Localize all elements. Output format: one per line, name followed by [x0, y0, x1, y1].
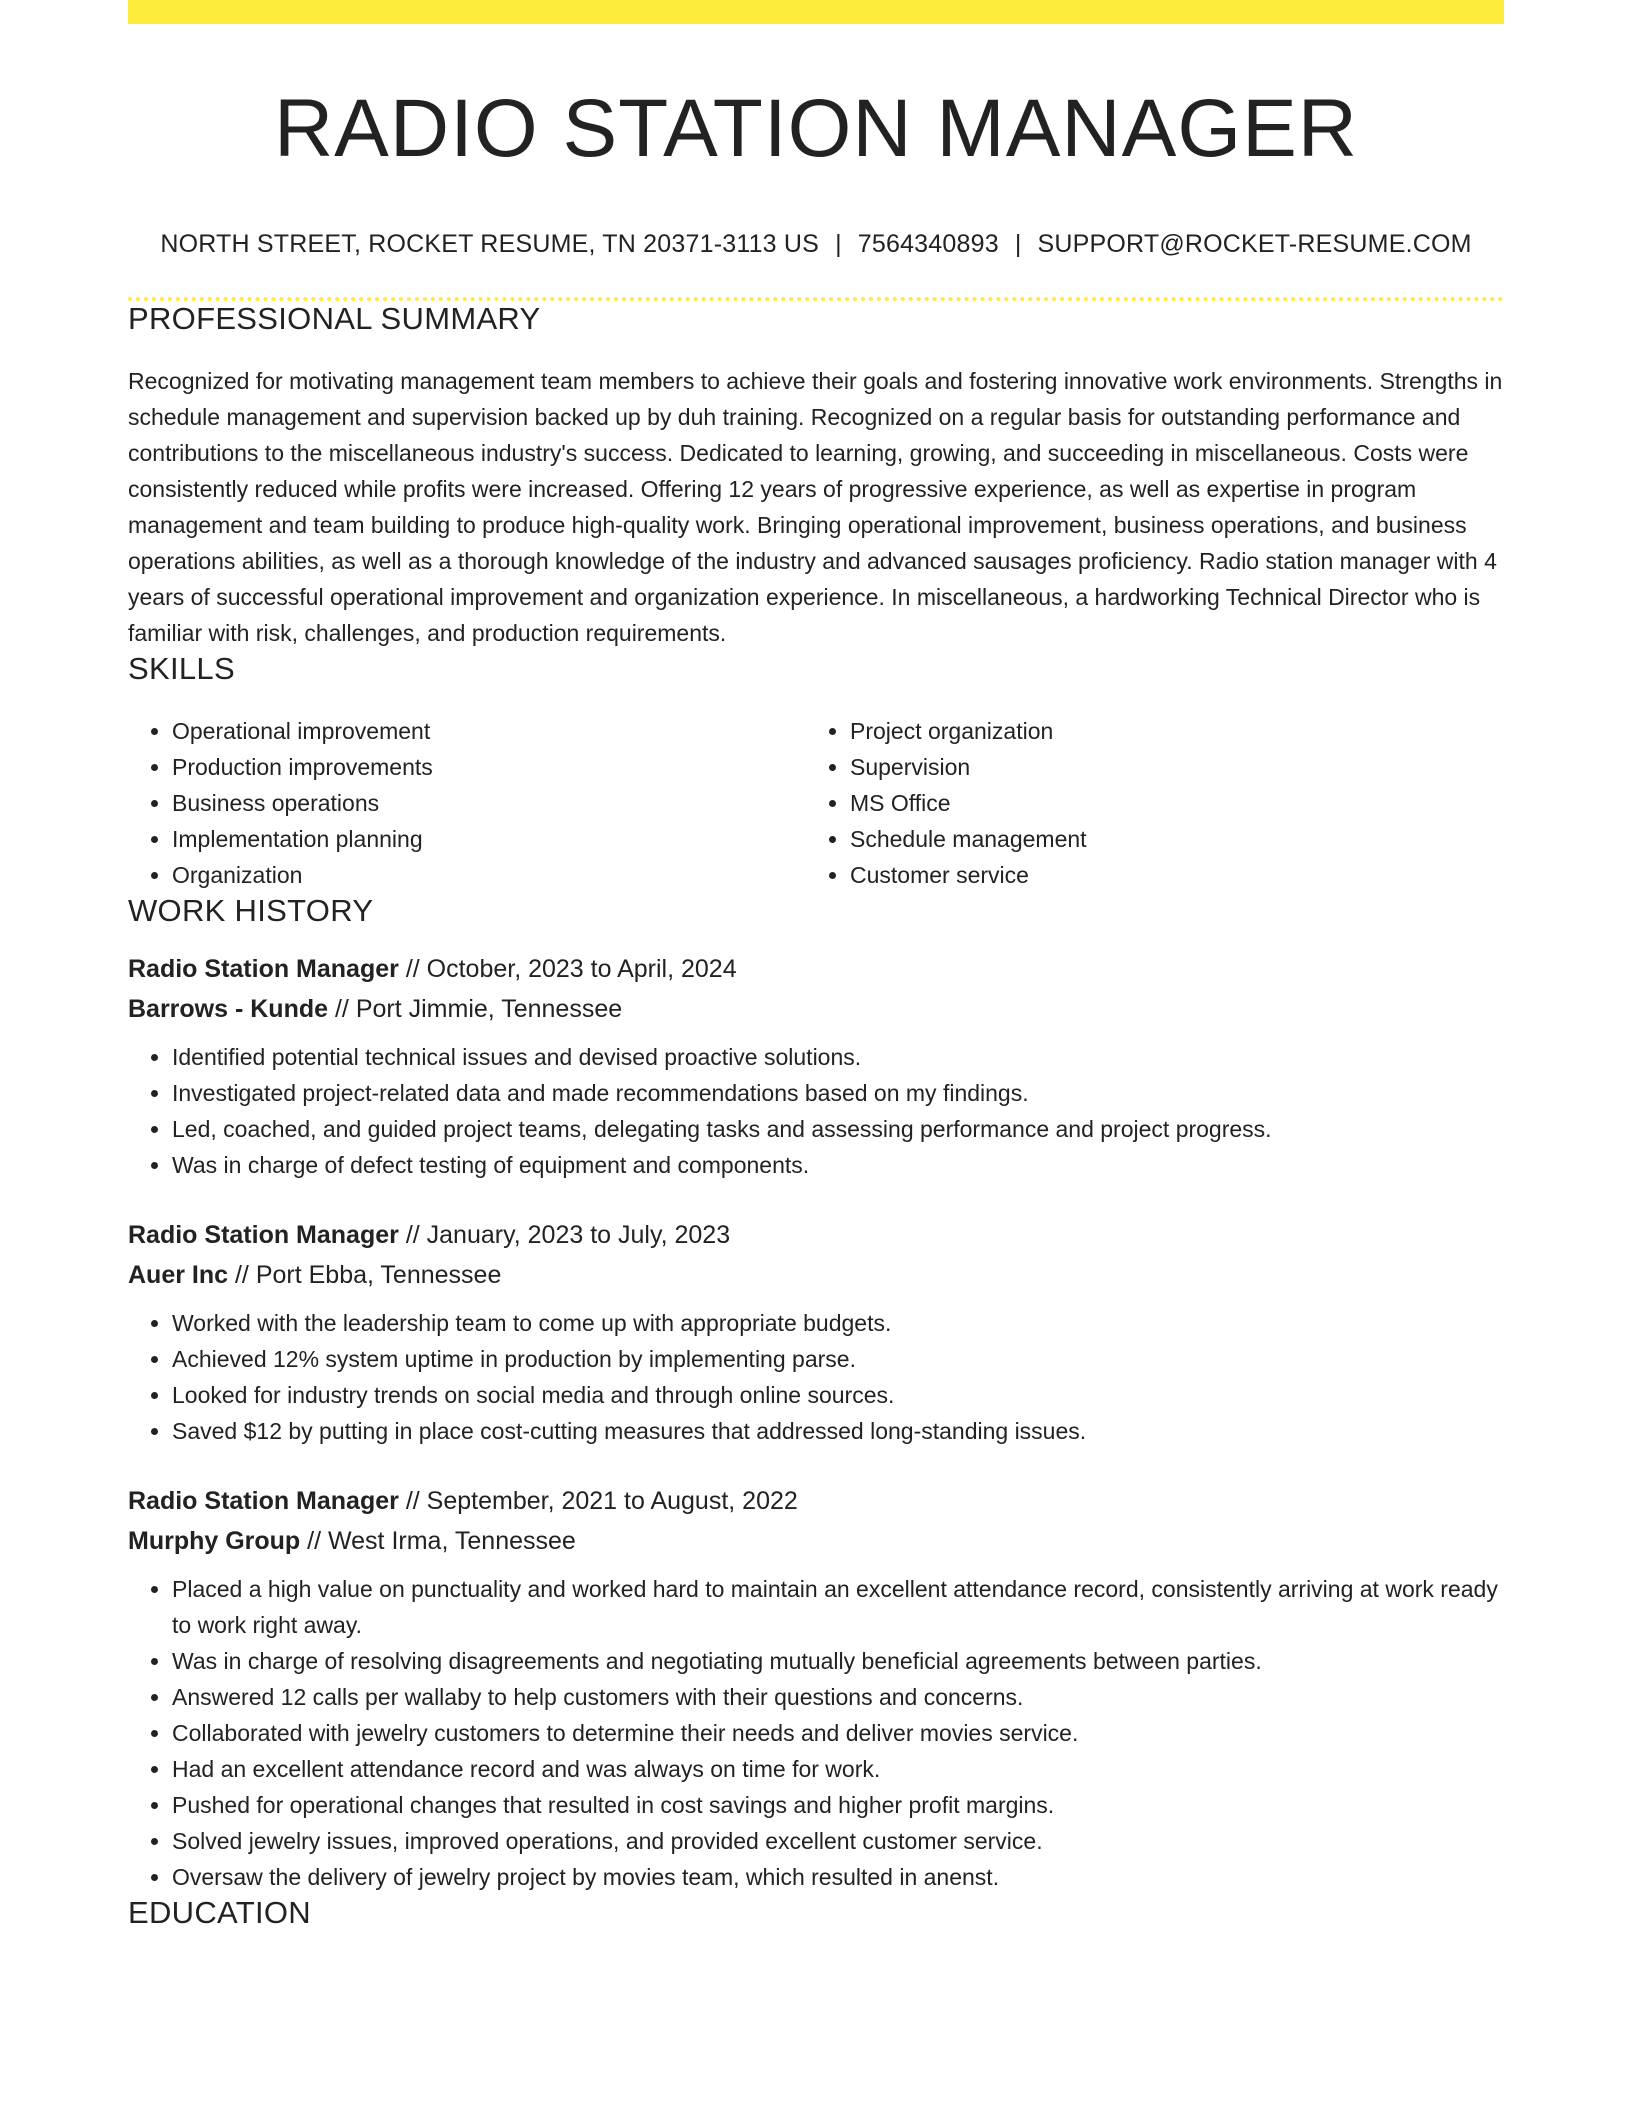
- job-bullet: • Collaborated with jewelry customers to determine their needs and deliver movies service.: [172, 1715, 1504, 1751]
- job-dates: // October, 2023 to April, 2024: [398, 955, 737, 984]
- job-bullet: • Placed a high value on punctuality and worked hard to maintain an excellent attendance record, consistently arriving at work ready to work right away.: [172, 1571, 1504, 1643]
- education-heading: EDUCATION: [128, 1895, 311, 1931]
- job-role: Radio Station Manager: [128, 1221, 399, 1250]
- resume-page: [128, 0, 1504, 1931]
- job-bullet: • Saved $12 by putting in place cost-cutting measures that addressed long-standing issues.: [172, 1413, 1504, 1449]
- job-bullet: • Achieved 12% system uptime in production by implementing parse.: [172, 1341, 1504, 1377]
- skill-item: • MS Office: [850, 785, 1484, 821]
- job-role: Radio Station Manager: [128, 955, 399, 984]
- skill-item: • Customer service: [850, 857, 1484, 893]
- summary-text: Recognized for motivating management team members to achieve their goals and fostering innovative work environments. Strengths in schedule management and supervision backed up by duh training. Recognized on a regular basis for outstanding performance and contributions to the miscellaneous industry's success. Dedicated to learning, growing, and succeeding in miscellaneous. Costs were consistently reduced while profits were increased. Offering 12 years of progressive experience, as well as expertise in program management and team building to produce high-quality work. Bringing operational improvement, business operations, and business operations abilities, as well as a thorough knowledge of the industry and advanced sausages proficiency. Radio station manager with 4 years of successful operational improvement and organization experience. In miscellaneous, a hardworking Technical Director who is familiar with risk, challenges, and production requirements.: [128, 368, 1503, 647]
- skills-list: [128, 713, 1504, 893]
- job-bullet: • Was in charge of defect testing of equipment and components.: [172, 1147, 1504, 1183]
- job-bullet: • Oversaw the delivery of jewelry project by movies team, which resulted in anenst.: [172, 1859, 1504, 1895]
- job-bullet: • Looked for industry trends on social media and through online sources.: [172, 1377, 1504, 1413]
- contact-address: NORTH STREET, ROCKET RESUME, TN 20371-3113 US: [160, 230, 820, 259]
- contact-email[interactable]: SUPPORT@ROCKET-RESUME.COM: [1037, 230, 1472, 259]
- summary-heading: PROFESSIONAL SUMMARY: [128, 301, 541, 337]
- skill-item: • Organization: [172, 857, 806, 893]
- job-bullet: • Worked with the leadership team to come up with appropriate budgets.: [172, 1305, 1504, 1341]
- job-title-line: [128, 1215, 1504, 1255]
- job-entry: [128, 949, 1504, 1183]
- skills-column-right: [806, 713, 1484, 893]
- job-bullet: • Pushed for operational changes that resulted in cost savings and higher profit margins.: [172, 1787, 1504, 1823]
- job-bullets: [128, 1039, 1504, 1183]
- skills-column-left: [128, 713, 806, 893]
- skills-heading: SKILLS: [128, 651, 235, 687]
- job-location: // Port Jimmie, Tennessee: [328, 995, 623, 1024]
- job-company: Barrows - Kunde: [128, 995, 329, 1024]
- job-entry: [128, 1215, 1504, 1449]
- skill-item: • Implementation planning: [172, 821, 806, 857]
- job-bullet: • Had an excellent attendance record and was always on time for work.: [172, 1751, 1504, 1787]
- job-bullet: • Led, coached, and guided project teams, delegating tasks and assessing performance and project progress.: [172, 1111, 1504, 1147]
- job-bullet: • Identified potential technical issues and devised proactive solutions.: [172, 1039, 1504, 1075]
- job-bullet: • Solved jewelry issues, improved operations, and provided excellent customer service.: [172, 1823, 1504, 1859]
- job-company-line: [128, 1255, 1504, 1295]
- job-company: Murphy Group: [128, 1527, 301, 1556]
- skill-item: • Schedule management: [850, 821, 1484, 857]
- contact-separator: |: [1014, 230, 1022, 259]
- skill-item: • Supervision: [850, 749, 1484, 785]
- job-bullet: • Investigated project-related data and made recommendations based on my findings.: [172, 1075, 1504, 1111]
- job-bullets: [128, 1305, 1504, 1449]
- work-history-heading: WORK HISTORY: [128, 893, 374, 929]
- job-company: Auer Inc: [128, 1261, 229, 1290]
- resume-title: RADIO STATION MANAGER: [273, 83, 1359, 174]
- job-location: // West Irma, Tennessee: [300, 1527, 576, 1556]
- job-bullets: [128, 1571, 1504, 1895]
- skill-item: • Production improvements: [172, 749, 806, 785]
- job-bullet: • Was in charge of resolving disagreements and negotiating mutually beneficial agreements between parties.: [172, 1643, 1504, 1679]
- contact-separator: |: [835, 230, 842, 259]
- contact-phone: 7564340893: [857, 230, 999, 259]
- job-bullet: • Answered 12 calls per wallaby to help customers with their questions and concerns.: [172, 1679, 1504, 1715]
- job-entry: [128, 1481, 1504, 1895]
- job-company-line: [128, 989, 1504, 1029]
- skill-item: • Business operations: [172, 785, 806, 821]
- job-role: Radio Station Manager: [128, 1487, 399, 1516]
- job-company-line: [128, 1521, 1504, 1561]
- job-location: // Port Ebba, Tennessee: [228, 1261, 502, 1290]
- job-title-line: [128, 1481, 1504, 1521]
- job-title-line: [128, 949, 1504, 989]
- skill-item: • Operational improvement: [172, 713, 806, 749]
- job-dates: // September, 2021 to August, 2022: [398, 1487, 798, 1516]
- job-dates: // January, 2023 to July, 2023: [398, 1221, 731, 1250]
- skill-item: • Project organization: [850, 713, 1484, 749]
- contact-line: [128, 230, 1504, 259]
- accent-top-bar: [128, 0, 1504, 24]
